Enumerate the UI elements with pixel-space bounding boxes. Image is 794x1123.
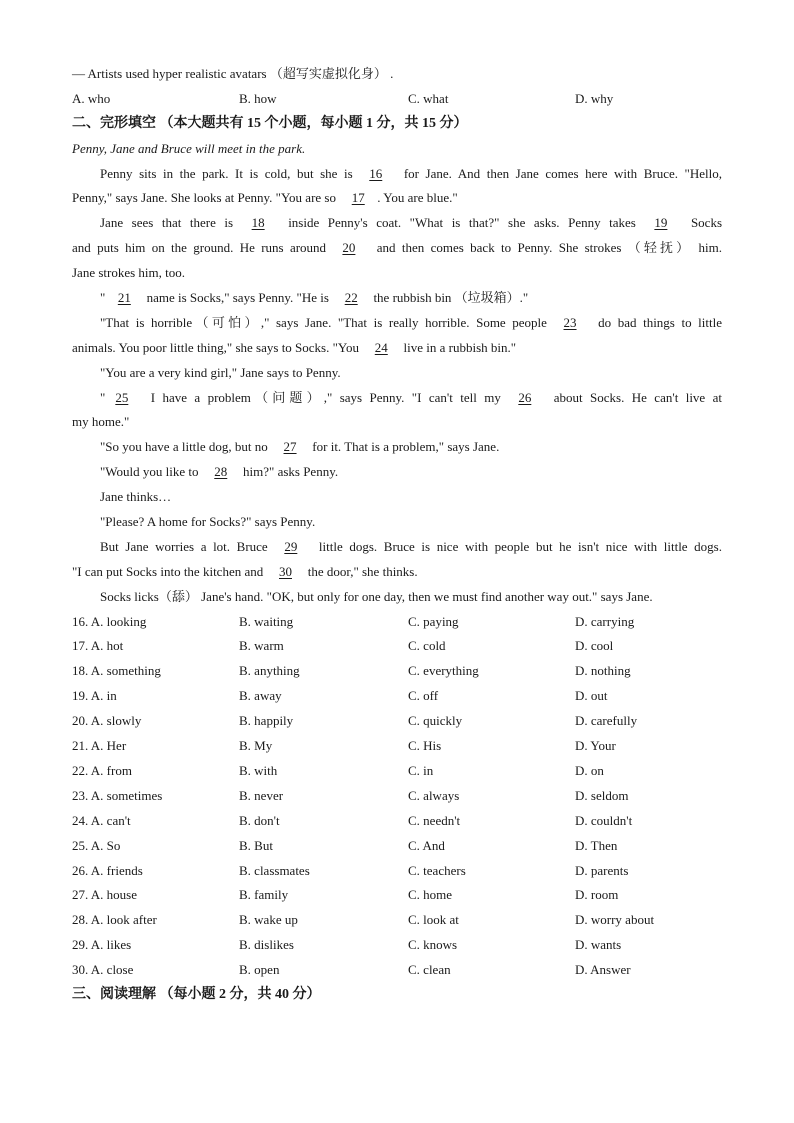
option-a: 17. A. hot	[72, 638, 124, 654]
option-a: 23. A. sometimes	[72, 787, 163, 803]
option-d: D. Answer	[575, 962, 631, 978]
blank-28: 28	[214, 464, 228, 480]
passage-subtitle: Penny, Jane and Bruce will meet in the park.	[72, 140, 306, 156]
option-b: B. waiting	[239, 613, 294, 629]
question-row	[72, 610, 722, 635]
option-d: D. couldn't	[575, 812, 633, 828]
blank-16: 16	[369, 165, 383, 181]
passage-line: and puts him on the ground. He runs around 20 and then comes back to Penny. She strokes （轻抚） him.	[72, 236, 722, 261]
section-2-title: 二、完形填空 （本大题共有 15 个小题，每小题 1 分，共 15 分）	[72, 115, 468, 131]
question-row	[72, 709, 722, 734]
option-c: C. teachers	[408, 862, 466, 878]
blank-20: 20	[342, 240, 356, 256]
blank-23: 23	[563, 314, 577, 330]
option-a: 16. A. looking	[72, 613, 147, 629]
options-list	[72, 610, 722, 983]
option-b: B. family	[239, 887, 289, 903]
option-c: C. look at	[408, 912, 459, 928]
blank-25: 25	[115, 389, 129, 405]
passage-line: Penny," says Jane. She looks at Penny. "You are so 17 . You are blue."	[72, 186, 722, 211]
blank-19: 19	[654, 215, 668, 231]
question-15-stem	[72, 62, 722, 87]
passage-line: Socks licks（舔） Jane's hand. "OK, but only for one day, then we must find another way out." says Jane.	[100, 588, 653, 604]
option-d: D. wants	[575, 937, 622, 953]
option-b: B. happily	[239, 713, 294, 729]
option-c: C. paying	[408, 613, 459, 629]
option-d: D. out	[575, 688, 608, 704]
option-c: C. cold	[408, 638, 446, 654]
exam-page	[72, 62, 722, 1008]
option-b: B. never	[239, 787, 284, 803]
option-b: B. anything	[239, 663, 300, 679]
question-row	[72, 684, 722, 709]
option-c: C. always	[408, 787, 460, 803]
option-a: 25. A. So	[72, 837, 121, 853]
option-c: C. needn't	[408, 812, 461, 828]
option-b: B. don't	[239, 812, 280, 828]
blank-30: 30	[279, 563, 292, 579]
blank-29: 29	[284, 538, 298, 554]
option-b: B. wake up	[239, 912, 298, 928]
option-c: C. everything	[408, 663, 479, 679]
option-a: 29. A. likes	[72, 937, 132, 953]
question-15-stem-text: — Artists used hyper realistic avatars	[72, 66, 270, 81]
passage-line: But Jane worries a lot. Bruce 29 little dogs. Bruce is nice with people but he isn't nice with little dogs.	[72, 535, 722, 560]
option-d: D. worry about	[575, 912, 655, 928]
option-a: 20. A. slowly	[72, 713, 142, 729]
option-d: D. parents	[575, 862, 629, 878]
option-d: D. why	[575, 90, 614, 106]
passage-line: Jane sees that there is 18 inside Penny's coat. "What is that?" she asks. Penny takes 19 Socks	[72, 211, 722, 236]
option-c: C. His	[408, 738, 442, 754]
option-c: C. clean	[408, 962, 451, 978]
option-d: D. Your	[575, 738, 616, 754]
blank-27: 27	[283, 439, 297, 455]
option-d: D. Then	[575, 837, 618, 853]
option-c: C. quickly	[408, 713, 463, 729]
question-row	[72, 883, 722, 908]
question-row	[72, 809, 722, 834]
question-row	[72, 859, 722, 884]
question-row	[72, 908, 722, 933]
passage-line: my home."	[72, 414, 130, 430]
option-d: D. cool	[575, 638, 614, 654]
passage-line: "So you have a little dog, but no 27 for it. That is a problem," says Jane.	[72, 435, 722, 460]
question-row	[72, 784, 722, 809]
option-c: C. home	[408, 887, 453, 903]
option-b: B. away	[239, 688, 282, 704]
blank-18: 18	[251, 215, 265, 231]
option-b: B. dislikes	[239, 937, 294, 953]
option-a: 19. A. in	[72, 688, 117, 704]
passage-line: Jane strokes him, too.	[72, 265, 186, 281]
option-c: C. knows	[408, 937, 458, 953]
question-row	[72, 659, 722, 684]
option-d: D. room	[575, 887, 619, 903]
option-a: 24. A. can't	[72, 812, 131, 828]
passage-line: "You are a very kind girl," Jane says to Penny.	[100, 364, 341, 380]
option-a: 22. A. from	[72, 762, 132, 778]
option-b: B. My	[239, 738, 273, 754]
passage-line: " 21 name is Socks," says Penny. "He is 22 the rubbish bin （垃圾箱）."	[72, 286, 722, 311]
option-b: B. open	[239, 962, 280, 978]
option-c: C. in	[408, 762, 434, 778]
option-b: B. classmates	[239, 862, 310, 878]
question-row	[72, 933, 722, 958]
option-d: D. on	[575, 762, 604, 778]
passage-line: Penny sits in the park. It is cold, but she is 16 for Jane. And then Jane comes here with Bruce. "Hello,	[72, 162, 722, 187]
option-c: C. off	[408, 688, 439, 704]
section-3-title: 三、阅读理解 （每小题 2 分，共 40 分）	[72, 986, 321, 1002]
question-row	[72, 834, 722, 859]
blank-26: 26	[518, 389, 532, 405]
passage-line: animals. You poor little thing," she says to Socks. "You 24 live in a rubbish bin."	[72, 336, 722, 361]
option-a: 21. A. Her	[72, 738, 127, 754]
option-b: B. how	[239, 90, 277, 106]
option-b: B. with	[239, 762, 278, 778]
question-15-stem-end: .	[390, 66, 394, 81]
blank-17: 17	[351, 190, 365, 206]
option-b: B. warm	[239, 638, 284, 654]
option-d: D. carrying	[575, 613, 635, 629]
option-a: 27. A. house	[72, 887, 137, 903]
question-row	[72, 734, 722, 759]
passage-line: Jane thinks…	[100, 489, 172, 505]
passage-line: "I can put Socks into the kitchen and 30 the door," she thinks.	[72, 560, 722, 585]
option-d: D. carefully	[575, 713, 638, 729]
passage-line: "Please? A home for Socks?" says Penny.	[100, 514, 316, 530]
option-a: 18. A. something	[72, 663, 161, 679]
option-a: A. who	[72, 90, 111, 106]
question-row	[72, 634, 722, 659]
blank-21: 21	[117, 290, 131, 306]
question-15-options	[72, 87, 722, 112]
option-a: 28. A. look after	[72, 912, 157, 928]
passage-line: "Would you like to 28 him?" asks Penny.	[72, 460, 722, 485]
option-d: D. nothing	[575, 663, 631, 679]
passage-line: " 25 I have a problem（问题）," says Penny. "I can't tell my 26 about Socks. He can't live at	[72, 386, 722, 411]
option-c: C. And	[408, 837, 445, 853]
blank-24: 24	[374, 339, 388, 355]
option-d: D. seldom	[575, 787, 629, 803]
question-15-stem-chinese: （超写实虚拟化身）	[269, 66, 387, 81]
passage-line: "That is horrible（可怕）," says Jane. "That is really horrible. Some people 23 do bad things to little	[72, 311, 722, 336]
option-b: B. But	[239, 837, 273, 853]
question-row	[72, 759, 722, 784]
question-row	[72, 958, 722, 983]
option-c: C. what	[408, 90, 449, 106]
blank-22: 22	[344, 290, 358, 306]
option-a: 26. A. friends	[72, 862, 143, 878]
option-a: 30. A. close	[72, 962, 134, 978]
